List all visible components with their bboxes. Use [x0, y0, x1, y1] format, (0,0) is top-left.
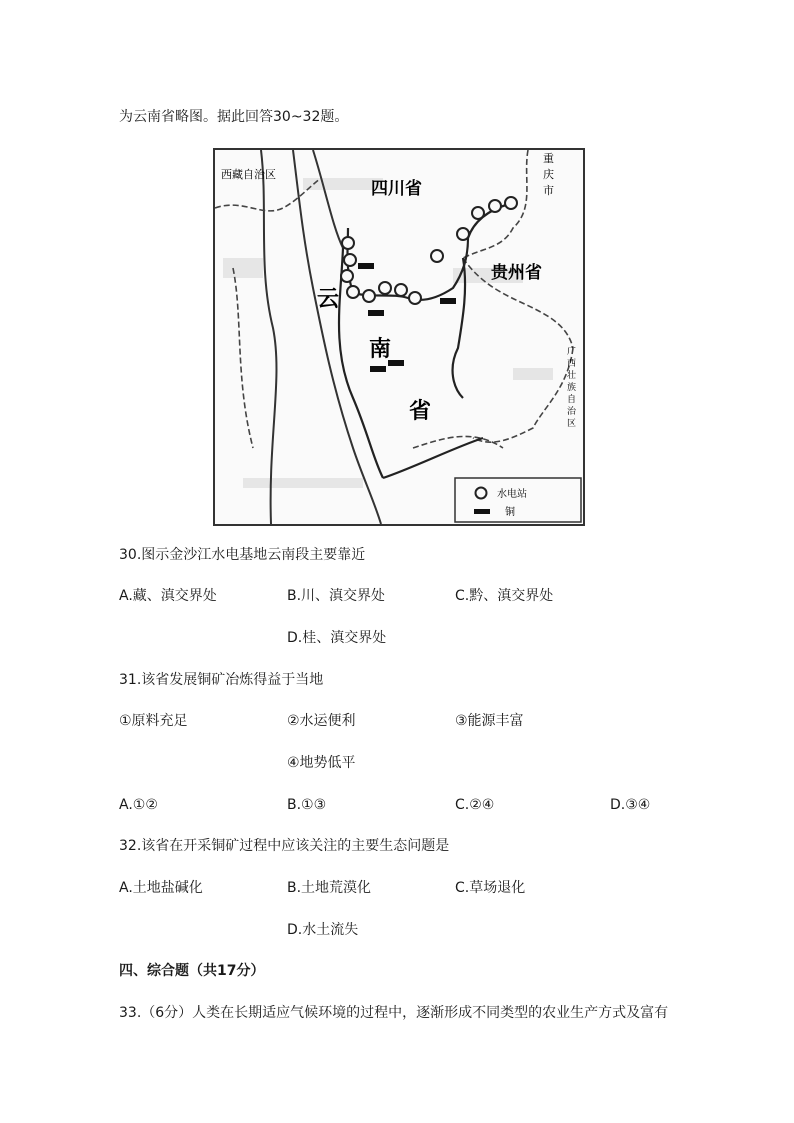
hydro-station: [342, 237, 354, 249]
q30-option-b: B.川、滇交界处: [287, 588, 386, 604]
hydro-station: [489, 200, 501, 212]
q30-option-d: D.桂、滇交界处: [287, 630, 387, 646]
hydro-station: [472, 207, 484, 219]
q31-option-d: D.③④: [610, 797, 651, 813]
map-frame: [214, 149, 584, 525]
hydro-station: [395, 284, 407, 296]
legend-box: [455, 478, 581, 522]
hydro-station: [457, 228, 469, 240]
hydro-station: [379, 282, 391, 294]
hydro-station: [431, 250, 443, 262]
legend-hydro-symbol: [476, 488, 487, 499]
map-legend: [455, 478, 581, 522]
hydro-station: [505, 197, 517, 209]
q31-option-c: C.②④: [455, 797, 495, 813]
q30-option-a: A.藏、滇交界处: [119, 588, 217, 604]
q31-item-3: ③能源丰富: [455, 713, 524, 729]
q32-option-c: C.草场退化: [455, 880, 526, 896]
legend-copper-symbol: [474, 509, 490, 514]
svg-text:西: 西: [567, 359, 577, 369]
hydro-station: [347, 286, 359, 298]
copper-mine: [368, 310, 384, 316]
q32-option-b: B.土地荒漠化: [287, 880, 372, 896]
q30-stem: 30.图示金沙江水电基地云南段主要靠近: [119, 547, 366, 563]
label-chongqing-2: 庆: [543, 168, 554, 181]
q31-item-4: ④地势低平: [287, 755, 356, 771]
intro-text: 为云南省略图。据此回答30~32题。: [119, 109, 349, 125]
q33-stem: 33.（6分）人类在长期适应气候环境的过程中，逐渐形成不同类型的农业生产方式及富有: [119, 1005, 669, 1021]
q31-item-1: ①原料充足: [119, 713, 188, 729]
label-sichuan: 四川省: [371, 179, 422, 199]
label-sheng: 省: [409, 398, 432, 424]
svg-text:区: 区: [567, 419, 577, 429]
label-tibet: 西藏自治区: [221, 168, 276, 181]
copper-mine: [370, 366, 386, 372]
hydro-station: [344, 254, 356, 266]
yunnan-map: [213, 148, 585, 526]
q30-option-c: C.黔、滇交界处: [455, 588, 554, 604]
section4-title: 四、综合题（共17分）: [119, 963, 265, 979]
label-yun: 云: [317, 286, 340, 312]
hydro-station: [409, 292, 421, 304]
label-chongqing-3: 市: [543, 184, 554, 197]
copper-mine: [440, 298, 456, 304]
q31-option-a: A.①②: [119, 797, 158, 813]
q31-stem: 31.该省发展铜矿冶炼得益于当地: [119, 672, 324, 688]
q32-option-d: D.水土流失: [287, 922, 359, 938]
svg-text:壮: 壮: [567, 371, 577, 381]
q31-item-2: ②水运便利: [287, 713, 356, 729]
q31-option-b: B.①③: [287, 797, 327, 813]
hydro-station: [341, 270, 353, 282]
label-guizhou: 贵州省: [491, 263, 542, 283]
svg-text:广: 广: [567, 347, 577, 357]
legend-hydro-label: 水电站: [497, 489, 527, 500]
svg-text:自: 自: [567, 395, 577, 405]
legend-copper-label: 铜: [505, 507, 515, 518]
q32-option-a: A.土地盐碱化: [119, 880, 203, 896]
svg-text:族: 族: [567, 383, 577, 393]
hydro-station: [363, 290, 375, 302]
svg-text:治: 治: [567, 407, 577, 417]
label-chongqing-1: 重: [543, 152, 554, 165]
q32-stem: 32.该省在开采铜矿过程中应该关注的主要生态问题是: [119, 838, 450, 854]
label-nan: 南: [369, 336, 392, 362]
copper-mine: [358, 263, 374, 269]
